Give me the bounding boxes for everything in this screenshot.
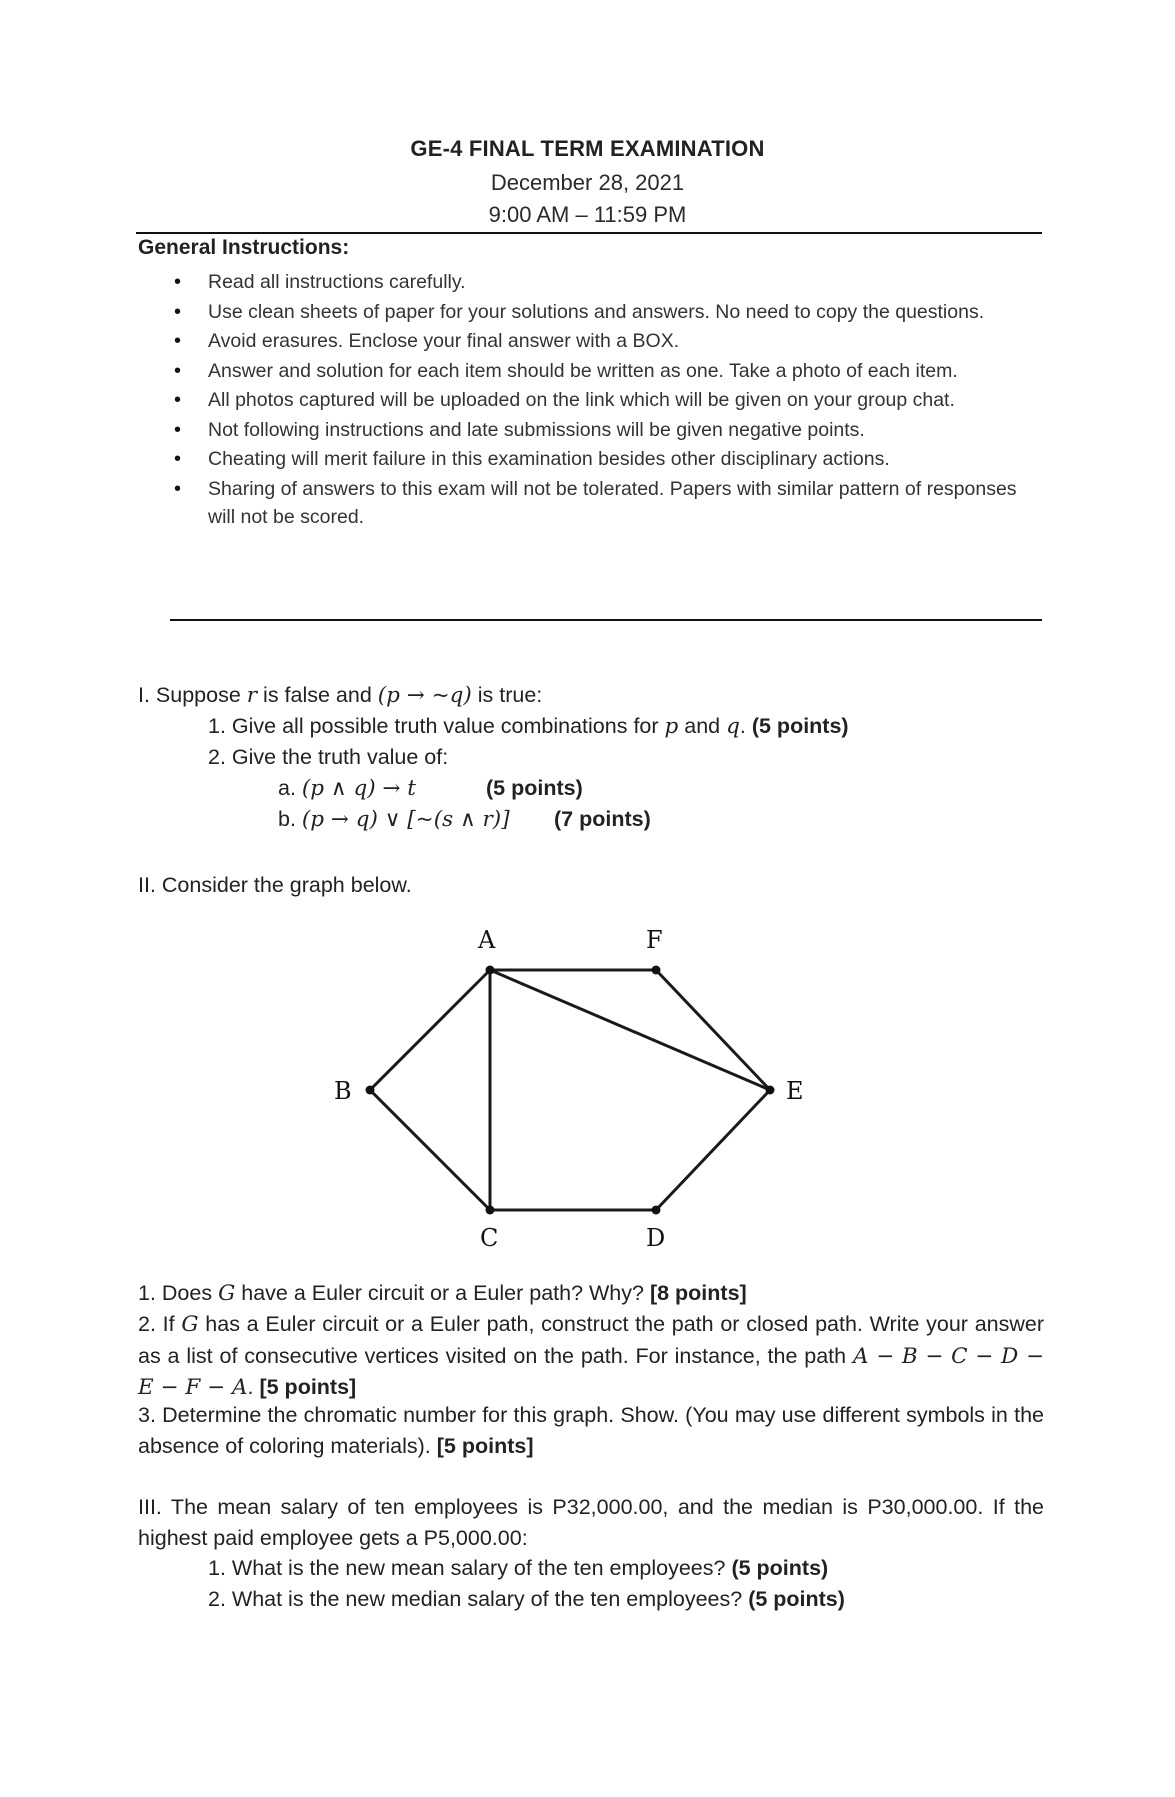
question-text: 1. What is the new mean salary of the ten employees? [208,1556,732,1580]
question-text: 2. What is the new median salary of the ten employees? [208,1587,749,1611]
instruction-item: • All photos captured will be uploaded on the link which will be given on your group chat. [170,386,1040,414]
exam-header [0,136,1175,228]
item-label: b. [278,807,302,831]
question-text: and [678,714,727,738]
question-text: have a Euler circuit or a Euler path? Why? [235,1281,650,1305]
math-expression: (p ∧ q) → t [301,776,416,801]
edge-d-e [656,1090,770,1210]
edge-a-e [490,970,770,1090]
instruction-item: • Cheating will merit failure in this examination besides other disciplinary actions. [170,445,1040,473]
points-label: (5 points) [731,1556,829,1580]
vertex-label-e: E [786,1077,804,1105]
question-text: 1. Give all possible truth value combinations for [208,714,665,738]
math-path: A − B − C − D − E − F − A [138,1343,1044,1400]
instructions-heading: General Instructions: [138,236,350,259]
math-expression: (p → q) ∨ [~(s ∧ r)] [301,807,510,832]
math-p: p [664,714,679,739]
part2-question-3 [138,1400,1044,1461]
vertex-label-c: C [480,1224,499,1252]
item-label: a. [278,776,302,800]
vertex-label-d: D [646,1224,666,1252]
points-label: (5 points) [486,776,583,800]
points-label: [5 points] [259,1375,357,1399]
points-label: [5 points] [436,1433,534,1458]
points-label: [8 points] [649,1281,747,1305]
part1-intro-text: is true: [471,683,543,707]
part1-question-2: 2. Give the truth value of: [208,745,449,769]
part3-question-1 [208,1553,828,1584]
part2-question-1 [138,1278,1044,1310]
part1-question-1 [208,711,849,742]
vertex-label-b: B [334,1077,352,1105]
vertex-label-a: A [478,926,496,954]
part3-question-2 [208,1584,845,1615]
edge-b-c [370,1090,490,1210]
math-q: q [726,714,740,739]
instruction-item: • Use clean sheets of paper for your solutions and answers. No need to copy the questions. [170,298,1040,326]
part1-intro [138,680,542,711]
vertex-a [486,966,495,975]
part1-question-2b [278,804,510,835]
math-expression: (p → ~q) [377,683,472,708]
part1-intro-text: I. Suppose [138,683,247,707]
part1-question-2a [278,773,416,804]
vertex-e [766,1086,775,1095]
graph-diagram [320,920,840,1260]
divider-top [136,232,1042,234]
question-text: . [247,1375,260,1399]
exam-time: 9:00 AM – 11:59 PM [488,202,687,227]
vertex-f [652,966,661,975]
part1-intro-text: is false and [257,683,378,707]
points-label: (7 points) [554,807,651,831]
question-text: has a Euler circuit or a Euler path, construct the path or closed path. Write your answer as a list of consecutive vertices visited on the path. For instance, the path [138,1312,1045,1368]
instructions-list [170,268,1040,532]
exam-date: December 28, 2021 [490,170,685,195]
instruction-item: • Not following instructions and late submissions will be given negative points. [170,416,1040,444]
vertex-d [652,1206,661,1215]
question-text: 2. If [138,1312,182,1336]
math-g: G [218,1281,236,1306]
math-r: r [246,683,258,708]
divider-bottom [170,619,1042,621]
points-label: (5 points) [751,714,849,738]
exam-title: GE-4 FINAL TERM EXAMINATION [410,136,765,161]
edge-a-b [370,970,490,1090]
edge-f-e [656,970,770,1090]
vertex-label-f: F [646,926,663,954]
question-text: . [739,714,746,738]
part3-intro: III. The mean salary of ten employees is P32,000.00, and the median is P30,000.00. If the highest paid employee gets a P5,000.00: [138,1495,1044,1550]
part2-question-2 [138,1309,1044,1404]
question-text: 1. Does [138,1281,219,1305]
part2-intro: II. Consider the graph below. [138,873,412,897]
vertex-b [366,1086,375,1095]
instruction-item: • Read all instructions carefully. [170,268,1040,296]
instruction-item: • Answer and solution for each item should be written as one. Take a photo of each item. [170,357,1040,385]
instruction-item: • Sharing of answers to this exam will not be tolerated. Papers with similar pattern of responses will not be scored. [170,475,1040,531]
question-text: 3. Determine the chromatic number for this graph. Show. (You may use different symbols in the absence of coloring materials). [138,1403,1044,1458]
points-label: (5 points) [748,1587,845,1611]
math-g: G [181,1312,199,1337]
vertex-c [486,1206,495,1215]
instruction-item: • Avoid erasures. Enclose your final answer with a BOX. [170,327,1040,355]
